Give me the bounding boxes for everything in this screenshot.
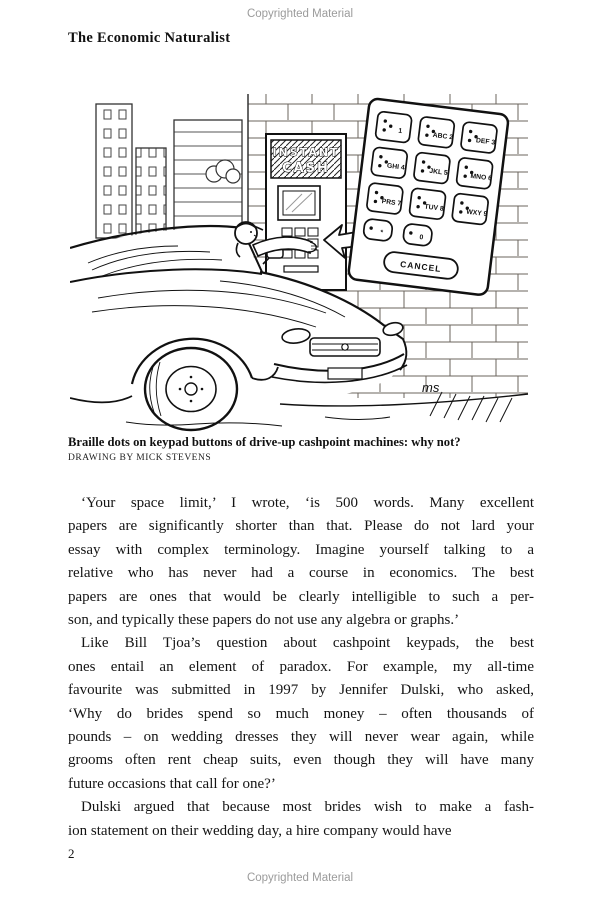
svg-text:PRS 7: PRS 7 bbox=[381, 198, 402, 208]
keypad-button-zero bbox=[403, 223, 433, 246]
svg-text:1: 1 bbox=[397, 127, 403, 136]
sign-line-1: INSTANT bbox=[272, 146, 340, 159]
cartoon-illustration bbox=[70, 86, 530, 434]
text-line: ‘Your space limit,’ I wrote, ‘is 500 words. Many excellent bbox=[81, 495, 534, 511]
text-line: ion statement on their wedding day, a hire company would have bbox=[68, 822, 452, 839]
text-line: Like Bill Tjoa’s question about cashpoint keypads, the best bbox=[81, 635, 534, 652]
cash-machine bbox=[266, 134, 346, 290]
body-text bbox=[68, 492, 534, 843]
text-line: favourite was submitted in 1997 by Jennifer Dulski, who asked, bbox=[68, 682, 534, 699]
keypad-button bbox=[452, 193, 490, 225]
figure-credit: DRAWING BY MICK STEVENS bbox=[68, 453, 212, 463]
text-line: papers are significantly shorter than that. Please do not lard your bbox=[68, 518, 534, 535]
text-line: son, and typically these papers do not use any algebra or graphs.’ bbox=[68, 612, 460, 629]
keypad-button bbox=[371, 147, 408, 179]
number-plate bbox=[328, 368, 362, 379]
keypad-button bbox=[418, 116, 456, 148]
svg-text:TUV 8: TUV 8 bbox=[424, 203, 445, 213]
svg-text:DEF 3: DEF 3 bbox=[475, 137, 496, 147]
text-line: papers are ones that would be clearly intelligible to such a per- bbox=[68, 588, 534, 605]
text-line: ‘Why do brides spend so much money – often thousands of bbox=[68, 705, 534, 722]
svg-text:WXY 9: WXY 9 bbox=[465, 208, 488, 219]
text-line: ones entail an element of paradox. For example, my all-time bbox=[68, 658, 534, 675]
keypad-button bbox=[413, 152, 450, 184]
figure-caption: Braille dots on keypad buttons of drive-up cashpoint machines: why not? bbox=[68, 435, 461, 449]
cash-slot bbox=[284, 266, 318, 272]
text-line: essay with complex terminology. Imagine yourself talking to a bbox=[68, 541, 534, 558]
svg-text:JKL 5: JKL 5 bbox=[428, 167, 448, 177]
text-line: Dulski argued that because most brides wish to make a fash- bbox=[81, 799, 534, 816]
copyright-notice-top: Copyrighted Material bbox=[246, 8, 354, 20]
copyright-notice-bottom: Copyrighted Material bbox=[246, 872, 354, 884]
keypad-button bbox=[375, 111, 412, 143]
page-number: 2 bbox=[68, 846, 75, 861]
keypad-button bbox=[460, 122, 497, 154]
svg-text:CANCEL: CANCEL bbox=[399, 258, 443, 274]
svg-text:ABC 2: ABC 2 bbox=[432, 131, 454, 142]
text-line: future occasions that call for one?’ bbox=[68, 775, 276, 792]
svg-text:0: 0 bbox=[419, 234, 424, 242]
keypad-button bbox=[409, 188, 446, 220]
svg-text:MNO 6: MNO 6 bbox=[470, 172, 493, 183]
svg-text:GHI 4: GHI 4 bbox=[386, 162, 406, 172]
keypad-button bbox=[366, 183, 403, 215]
artist-signature: ms bbox=[422, 380, 440, 395]
paragraph bbox=[68, 632, 534, 796]
keypad-button-star bbox=[363, 218, 393, 241]
paragraph bbox=[68, 796, 534, 843]
sign-line-2: CASH bbox=[282, 161, 330, 176]
text-line: grooms often rent cheap suits, even though they will have many bbox=[68, 752, 534, 769]
paragraph bbox=[68, 492, 534, 632]
svg-text:*: * bbox=[379, 229, 384, 237]
car-emblem bbox=[342, 344, 348, 350]
text-line: relative who has never had a course in economics. The best bbox=[68, 565, 534, 582]
running-header: The Economic Naturalist bbox=[68, 30, 231, 46]
city-buildings bbox=[96, 104, 242, 238]
braille-keypad-panel bbox=[348, 98, 509, 296]
text-line: pounds – on wedding dresses they will never wear again, while bbox=[68, 729, 534, 746]
keypad-button bbox=[456, 157, 494, 189]
